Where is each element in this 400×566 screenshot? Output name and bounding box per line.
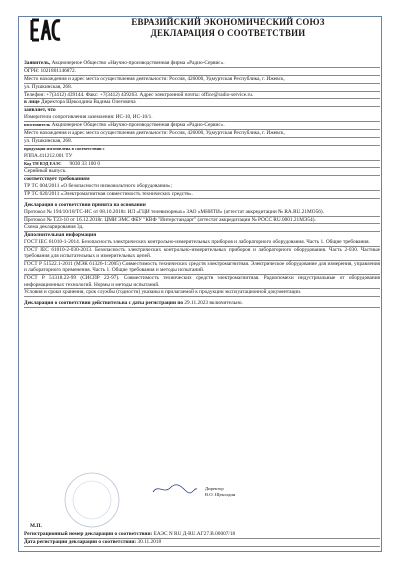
declaration-body	[24, 60, 380, 308]
declarant-label: Заявитель,	[24, 60, 51, 66]
signatory	[205, 486, 235, 497]
signatory-name: В.О. Щеколдин	[205, 491, 236, 497]
signature-mark	[150, 482, 200, 496]
basis-protocol-1: Протокол № 194/10/18/ТС-ИС от 08.10.2018г. ИЛ «ГЦИ телевизорных» ЗАО «МНИТИ» (аттестат аккредитации № RA.RU.21МО56).	[24, 209, 380, 217]
registration-date-label: Дата регистрации декларации о соответствии:	[24, 538, 137, 545]
declarant-address-2: ул. Пушкинская, 268.	[24, 84, 380, 92]
maker-address-2: ул. Пушкинская, 268.	[24, 138, 380, 146]
maker-label: изготовитель	[24, 122, 51, 128]
additional-text-1: ГОСТ IEC 61010-1-2014. Безопасность электрических контрольно-измерительных приборов и лабораторного оборудования. Часть 1. Общие требования.	[24, 239, 380, 247]
serial: Серийный выпуск.	[24, 168, 380, 176]
made-label: продукция изготовлена в соответствии с	[24, 145, 105, 151]
validity-suffix: включительно.	[209, 299, 243, 306]
validity-line	[24, 300, 380, 308]
declarant-person-line	[24, 99, 380, 107]
registration-date-line	[24, 539, 380, 547]
additional-text-4: ГОСТ Р 51318.22-99 (СИСПР 22-97). Совместимость технических средств электромагнитная. Радиопомехи индустриальные от оборудования информационных технологий. Нормы и методы испытаний.	[24, 274, 380, 288]
additional-text-3: ГОСТ Р 51522.1-2011 (МЭК 61326-1:2005) Совместимость технических средств электромагнитная. Электрическое оборудование для измерения, управления и лабораторного применения. Часть 1. Общие требования и методы испытаний.	[24, 260, 380, 274]
code-value: 9030 33 100 0	[69, 160, 101, 167]
maker-address-1: Место нахождения и адрес места осуществления деятельности: Россия, 426000, Удмуртская Республика, г. Ижевск,	[24, 130, 380, 138]
additional-heading: Дополнительная информация	[24, 232, 97, 239]
code-label: Код ТН ВЭД ЕАЭС	[24, 160, 62, 166]
registration-date: 30.11.2018	[137, 538, 162, 545]
union-title: ЕВРАЗИЙСКИЙ ЭКОНОМИЧЕСКИЙ СОЮЗ	[131, 17, 325, 27]
registration-block	[24, 531, 380, 547]
signatory-role: Директор	[205, 486, 224, 491]
product-name: Измерители сопротивления заземления: ИС-10, ИС-10/1.	[24, 114, 380, 122]
validity-text: Декларация о соответствии действительна с даты регистрации по	[24, 299, 184, 306]
person-name: Директора Щеколдина Вадима Олеговича	[40, 99, 136, 106]
requirement-2: ТР ТС 020/2011 «Электромагнитная совместимость технических средств».	[24, 191, 380, 199]
basis-scheme: Схема декларирования 3д.	[24, 224, 380, 232]
basis-heading: Декларация о соответствии принята на основании	[24, 202, 146, 209]
eac-logo	[29, 16, 63, 44]
person-label: в лице	[24, 99, 40, 106]
seal-stamp	[62, 470, 122, 530]
basis-protocol-2: Протокол № Т23-10 от 16.12.2018г. ЦМИ ЭМС ФБУ "КВФ "Интерстандарт" (аттестат аккредитации № РОСС RU.0001.21МЭ54).	[24, 217, 380, 225]
registration-number-line	[24, 531, 380, 539]
maker-line	[24, 122, 380, 130]
declarant-address-1: Место нахождения и адрес места осуществления деятельности: Россия, 426000, Удмуртская Республика, г. Ижевск,	[24, 76, 380, 84]
declarant-line	[24, 60, 380, 68]
maker-name: Акционерное Общество «Научно-производственная фирма «Радио-Сервис».	[51, 122, 225, 129]
registration-number: ЕАЭС N RU Д-RU.АГ27.В.00007/18	[153, 531, 236, 537]
validity-date: 29.11.2023	[184, 299, 209, 306]
declarant-name: Акционерное Общество «Научно-производственная фирма «Радио-Сервис».	[51, 60, 225, 66]
conforms-label: соответствует требованиям	[24, 176, 90, 183]
registration-number-label: Регистрационный номер декларации о соответствии:	[24, 531, 153, 537]
spec: РЛПА.411212.001 ТУ	[24, 153, 380, 161]
additional-text-2: ГОСТ IEC 61010-2-030-2013. Безопасность электрических контрольно-измерительных приборов и лабораторного оборудования. Часть 2-030. Частные требования для испытательных и измерительных цепей.	[24, 246, 380, 260]
requirement-1: ТР ТС 004/2011 «О безопасности низковольтного оборудования»;	[24, 183, 380, 191]
ogrn: ОГРН: 1021801146872.	[24, 68, 380, 76]
eac-logo-icon	[29, 16, 63, 44]
declares-label: заявляет, что	[24, 107, 56, 114]
stamp-place-label: М.П.	[30, 523, 42, 529]
additional-text-5: Условия и сроки хранения, срок службы (годности) указаны в прилагаемой к продукции эксплуатационной документации.	[24, 289, 380, 297]
declaration-title: ДЕКЛАРАЦИЯ О СООТВЕТСТВИИ	[150, 28, 306, 38]
declarant-phone: Телефон: +7(3412) 439144. Факс: +7(3412) 439263. Адрес электронной почты: office@radio-service.ru.	[24, 92, 380, 100]
code-line	[24, 161, 380, 169]
